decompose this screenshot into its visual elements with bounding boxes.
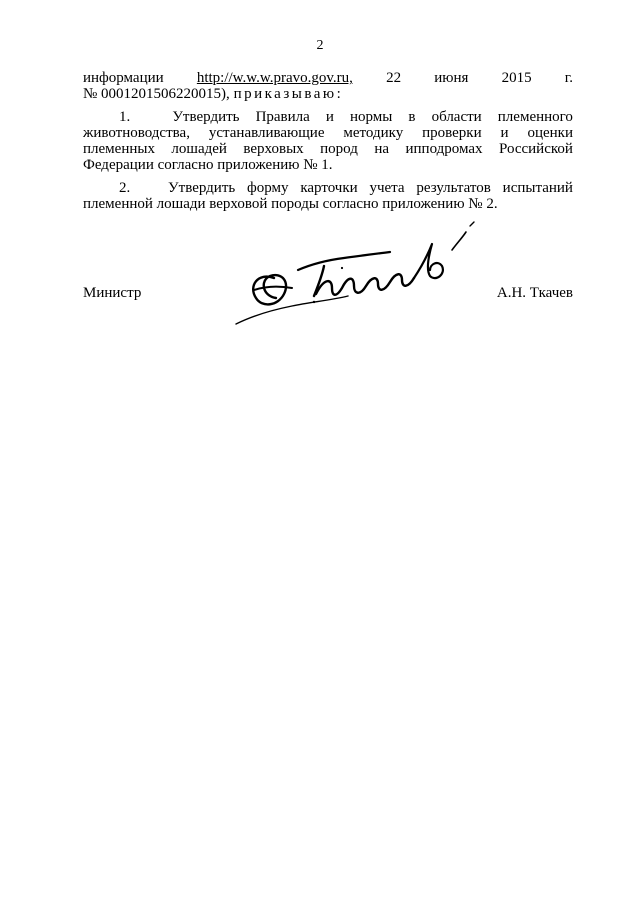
pravo-link[interactable]: http://w.w.w.pravo.gov.ru, xyxy=(196,70,353,86)
word: 2015 xyxy=(501,70,532,86)
word: оценки xyxy=(527,125,573,141)
item-2-line-2: племенной лошади верховой породы согласно приложению № 2. xyxy=(83,196,498,212)
item-1 xyxy=(83,109,573,173)
item-1-line-3 xyxy=(83,141,573,157)
word: методику xyxy=(343,125,404,141)
item-2-number: 2. xyxy=(119,180,131,196)
word: Утвердить xyxy=(172,109,240,125)
intro-line-1 xyxy=(83,70,573,86)
item-1-number: 1. xyxy=(119,109,131,125)
word: устанавливающие xyxy=(208,125,325,141)
word: племенного xyxy=(497,109,573,125)
word: Российской xyxy=(499,141,573,157)
word: Утвердить xyxy=(168,180,236,196)
word: в xyxy=(408,109,416,125)
word: и xyxy=(500,125,509,141)
word: 22 xyxy=(386,70,402,86)
intro-line-2 xyxy=(83,86,573,102)
word: результатов xyxy=(416,180,491,196)
handwritten-signature-icon xyxy=(232,220,512,340)
item-2 xyxy=(83,180,573,212)
word: на xyxy=(374,141,390,157)
intro-paragraph xyxy=(83,70,573,102)
word: г. xyxy=(564,70,573,86)
item-1-line-2 xyxy=(83,125,573,141)
order-word: приказываю: xyxy=(233,86,344,102)
word: информации xyxy=(83,70,164,86)
word: области xyxy=(431,109,482,125)
word: и xyxy=(325,109,334,125)
word: июня xyxy=(434,70,469,86)
word: форму xyxy=(247,180,289,196)
word: карточки xyxy=(300,180,358,196)
word: животноводства, xyxy=(83,125,190,141)
signer-name: А.Н. Ткачев xyxy=(496,285,573,301)
word: ипподромах xyxy=(405,141,483,157)
page-number: 2 xyxy=(316,38,324,53)
word: лошадей xyxy=(171,141,227,157)
item-1-line-1 xyxy=(83,109,573,125)
item-2-line-1 xyxy=(83,180,573,196)
word: проверки xyxy=(422,125,482,141)
registration-number: № 0001201506220015), xyxy=(83,86,230,102)
word: племенных xyxy=(83,141,155,157)
word: Правила xyxy=(255,109,310,125)
word: пород xyxy=(320,141,358,157)
signer-title: Министр xyxy=(83,285,142,301)
word: учета xyxy=(369,180,405,196)
item-1-line-4: Федерации согласно приложению № 1. xyxy=(83,157,333,173)
word: испытаний xyxy=(502,180,573,196)
word: нормы xyxy=(349,109,393,125)
word: верховых xyxy=(243,141,304,157)
